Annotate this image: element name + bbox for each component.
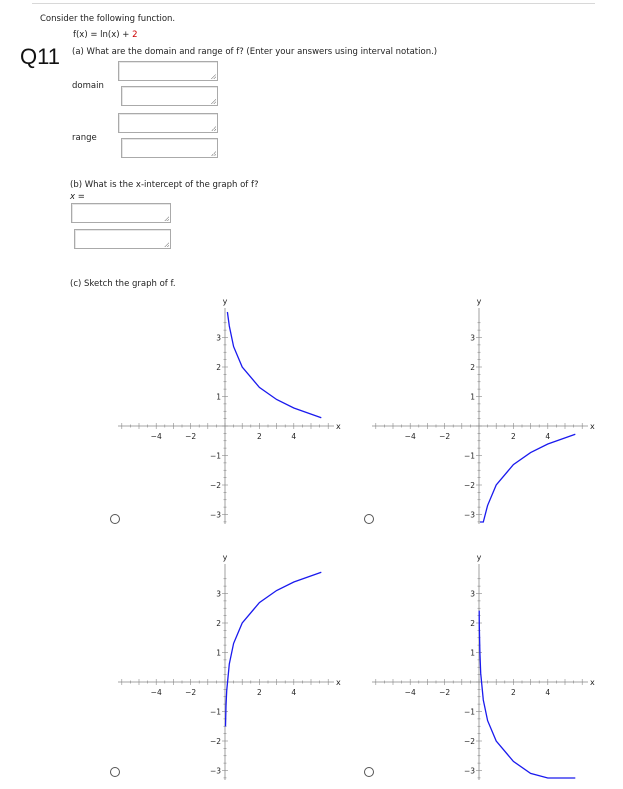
x-tick-label: 4 (291, 688, 297, 697)
y-tick-label: −2 (463, 481, 475, 490)
y-tick-label: 1 (216, 392, 221, 402)
function-lhs: f(x) = ln(x) + (73, 30, 133, 40)
y-tick-label: 1 (470, 392, 475, 402)
graph-option-2 (372, 296, 594, 524)
part-a-prompt: (a) What are the domain and range of f? (Enter your answers using interval notation.) (72, 47, 438, 57)
x-axis-label: x (590, 678, 595, 687)
x-intercept-label: x = (70, 192, 85, 202)
graph-option-4 (372, 552, 594, 780)
x-tick-label: −2 (185, 432, 197, 441)
y-tick-label: −1 (463, 707, 475, 717)
x-tick-label: 4 (545, 432, 551, 441)
graph-option-1 (118, 296, 340, 524)
graph-option-3 (118, 552, 340, 780)
y-tick-label: −2 (209, 737, 221, 746)
y-tick-label: 2 (216, 619, 221, 628)
y-tick-label: 3 (470, 333, 475, 343)
y-tick-label: −2 (463, 737, 475, 746)
y-tick-label: −3 (209, 766, 221, 776)
x-axis-label: x (336, 678, 341, 687)
y-tick-label: 3 (470, 589, 475, 599)
domain-input[interactable] (121, 86, 218, 106)
y-tick-label: 1 (470, 648, 475, 658)
function-definition (73, 30, 138, 40)
y-tick-label: 2 (216, 363, 221, 372)
x-intercept-input[interactable] (74, 229, 171, 249)
y-tick-label: 2 (470, 619, 475, 628)
x-axis-label: x (590, 422, 595, 431)
x-tick-label: −2 (439, 688, 451, 697)
range-input[interactable] (121, 138, 218, 158)
y-tick-label: −2 (209, 481, 221, 490)
y-tick-label: −3 (463, 510, 475, 520)
function-curve (227, 312, 321, 418)
function-curve (480, 434, 575, 522)
x-axis-label: x (336, 422, 341, 431)
y-tick-label: 1 (216, 648, 221, 658)
range-label: range (72, 133, 97, 143)
x-tick-label: 4 (545, 688, 551, 697)
x-tick-label: −2 (439, 432, 451, 441)
x-tick-label: 2 (257, 432, 262, 441)
y-tick-label: −1 (209, 451, 221, 461)
function-constant: 2 (132, 30, 138, 40)
x-tick-label: −4 (150, 432, 162, 441)
x-tick-label: −4 (404, 432, 416, 441)
x-intercept-answer-1[interactable] (71, 203, 171, 223)
x-tick-label: 2 (511, 688, 516, 697)
domain-label: domain (72, 81, 104, 91)
function-curve (479, 611, 575, 778)
function-curve (226, 572, 322, 726)
x-tick-label: −4 (404, 688, 416, 697)
part-c-prompt: (c) Sketch the graph of f. (70, 279, 176, 289)
domain-answer-1[interactable] (118, 61, 218, 81)
x-tick-label: 2 (511, 432, 516, 441)
y-tick-label: −3 (209, 510, 221, 520)
y-tick-label: −3 (463, 766, 475, 776)
x-tick-label: 4 (291, 432, 297, 441)
y-tick-label: −1 (463, 451, 475, 461)
range-answer-1[interactable] (118, 113, 218, 133)
x-tick-label: 2 (257, 688, 262, 697)
y-tick-label: 2 (470, 363, 475, 372)
x-tick-label: −4 (150, 688, 162, 697)
y-axis-label: y (222, 553, 228, 562)
y-tick-label: 3 (216, 333, 221, 343)
y-axis-label: y (476, 297, 482, 306)
x-tick-label: −2 (185, 688, 197, 697)
y-axis-label: y (222, 297, 228, 306)
top-divider (32, 0, 595, 4)
part-b-prompt: (b) What is the x-intercept of the graph of f? (70, 180, 259, 190)
intro-text: Consider the following function. (40, 14, 176, 24)
y-axis-label: y (476, 553, 482, 562)
y-tick-label: −1 (209, 707, 221, 717)
y-tick-label: 3 (216, 589, 221, 599)
question-number: Q11 (20, 44, 60, 69)
